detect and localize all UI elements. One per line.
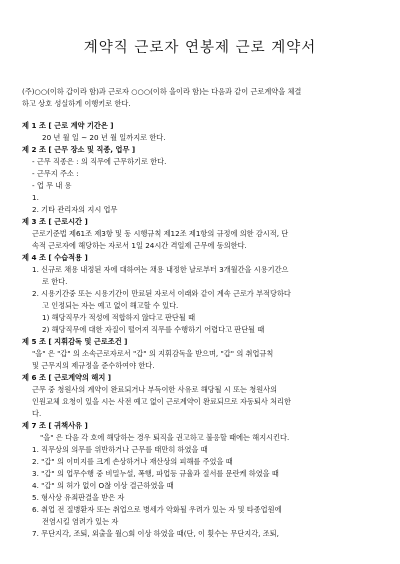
- section-2-line: 1.: [32, 193, 39, 202]
- section-2-line: - 근무 직종은 : 의 직무에 근무하기로 한다.: [32, 157, 167, 166]
- section-5-line: "을" 은 "갑" 의 소속근로자로서 "갑" 의 지휘감독을 받으며, "갑" 의 취업규칙: [32, 349, 274, 358]
- section-2-line: - 근무지 주소 :: [32, 169, 79, 178]
- intro-line: 하고 상호 성실하게 이행키로 한다.: [22, 99, 131, 108]
- section-7-heading: 제 7 조 [ 귀책사유 ]: [22, 421, 88, 430]
- section-7-line: 7. 무단지각, 조퇴, 외출을 월○회 이상 하였을 때(단, 이 횟수는 무단지각, 조퇴,: [32, 529, 279, 538]
- section-2-line: 2. 기타 관리자의 지시 업무: [32, 205, 118, 214]
- section-5-heading: 제 5 조 [ 지휘감독 및 근로조건 ]: [22, 337, 128, 346]
- document-title: 계약직 근로자 연봉제 근로 계약서: [83, 40, 317, 56]
- section-4-line: 고 인정되는 자는 예고 없이 해고할 수 있다.: [42, 301, 179, 310]
- section-7-line: 전염시킬 염려가 있는 자: [42, 517, 119, 526]
- section-6-line: 근무 중 청원사의 계약이 완료되거나 부득이한 사유로 해당될 시 또는 청원사의: [32, 385, 278, 394]
- section-3-heading: 제 3 조 [ 근로시간 ]: [22, 217, 88, 226]
- section-6-heading: 제 6 조 [ 근로계약의 해지 ]: [22, 373, 112, 382]
- section-7-line: 4. "갑" 의 허가 없이 O찮 이상 결근하였을 때: [32, 481, 174, 490]
- section-7-line: 2. "갑" 의 이미지를 크게 손상하거나 재산상의 피해를 주었을 때: [32, 457, 233, 466]
- section-7-line: 3. "갑" 의 업무수행 중 비밀누설, 폭행, 파업등 규율과 질서를 문란케 하였을 때: [32, 469, 279, 478]
- section-2-line: - 업 무 내 용: [32, 181, 72, 190]
- section-4-line: 1) 해당직무가 적성에 적합하지 않다고 판단될 때: [42, 313, 196, 322]
- section-4-line: 2) 해당직무에 대한 자질이 떨어져 직무를 수행하기 어렵다고 판단될 때: [42, 325, 265, 334]
- section-5-line: 및 근무지의 제규정을 준수하여야 한다.: [32, 361, 155, 370]
- section-7-line: 6. 취업 전 질병환자 또는 취업으로 병세가 악화될 우려가 있는 자 및 타종업원에: [32, 505, 282, 514]
- section-4-line: 2. 시용기간중 또는 시용기간이 만료된 자로서 이래와 같이 계속 근로가 부적당하다: [32, 289, 291, 298]
- section-1-heading: 제 1 조 [ 근로 계약 기간은 ]: [22, 121, 114, 130]
- section-6-line: 다.: [32, 409, 42, 418]
- section-7-line: "을" 은 다음 각 호에 해당하는 경우 퇴직을 권고하고 불응할 때에는 해지시킨다.: [40, 433, 290, 442]
- section-7-line: 1. 직무상의 의무를 위반하거나 근무를 태만히 하였을 때: [32, 445, 208, 454]
- section-2-heading: 제 2 조 [ 근무 장소 및 직종, 업무 ]: [22, 145, 136, 154]
- section-6-line: 인원교체 요청이 있을 시는 사전 예고 없이 근로계약이 완료되므로 자동퇴사 처리한: [32, 397, 291, 406]
- section-4-line: 1. 신규로 채용 내정된 자에 대하여는 채용 내정한 날로부터 3개월간을 시용기간으: [32, 265, 289, 274]
- section-4-line: 로 한다.: [42, 277, 68, 286]
- intro-line: (주)○○(이하 갑이라 함)과 근로자 ○○○(이하 을이라 함)는 다음과 같이 근로계약을 체결: [22, 87, 302, 96]
- section-1-line: 20 년 월 일 ~ 20 년 월 일까지로 한다.: [42, 133, 166, 142]
- section-7-line: 5. 형사상 유죄판결을 받은 자: [32, 493, 125, 502]
- section-3-line: 근로기준법 제61조 제3항 및 동 시행규칙 제12조 제1항의 규정에 의한 감시적, 단: [32, 229, 289, 238]
- section-4-heading: 제 4 조 [ 수습적용 ]: [22, 253, 88, 262]
- section-3-line: 속적 근로자에 해당하는 자로서 1일 24시간 격일제 근무에 동의한다.: [32, 241, 247, 250]
